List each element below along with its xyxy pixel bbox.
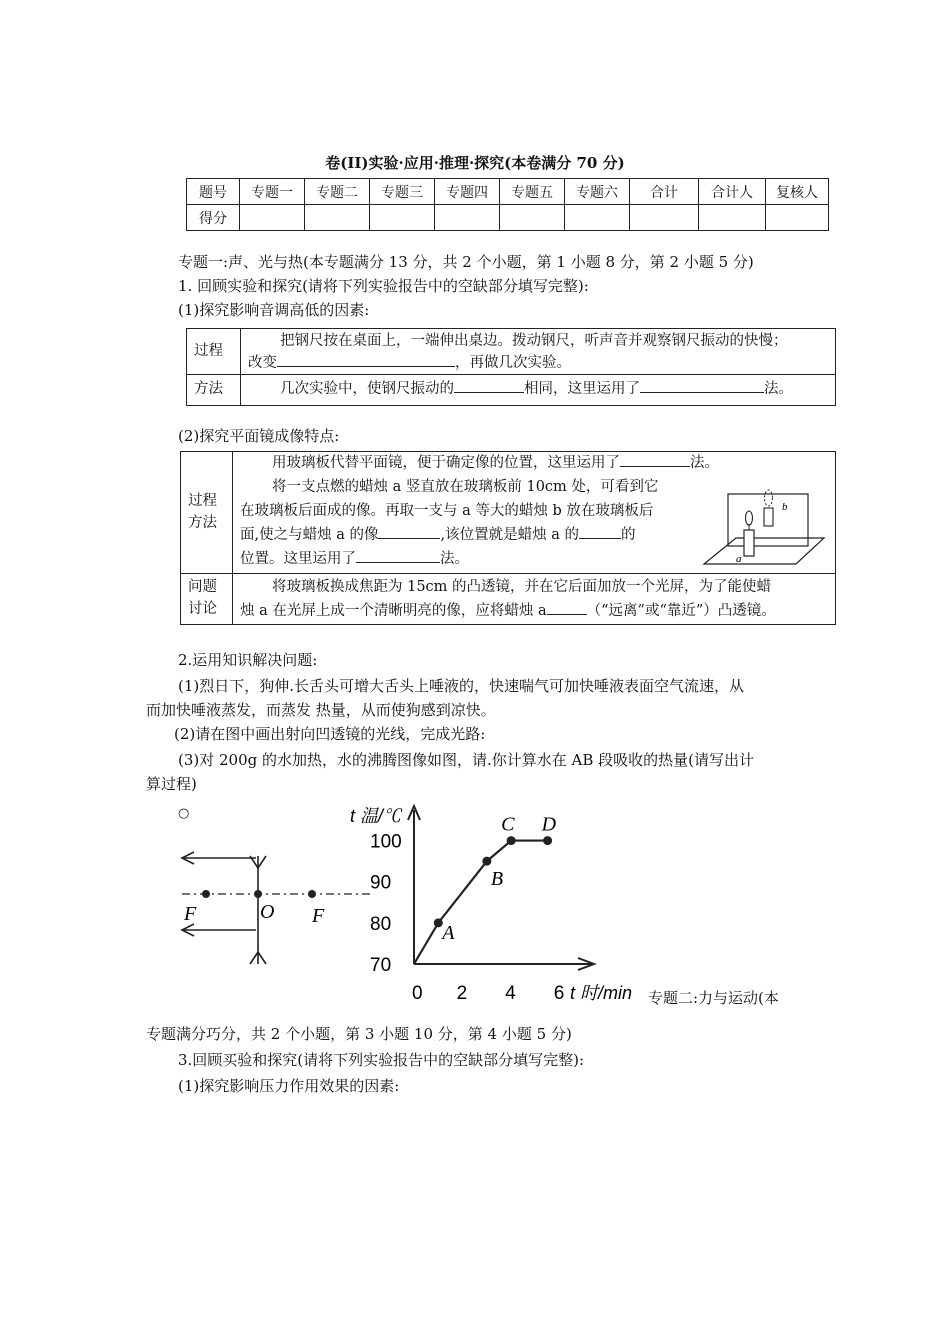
data-label-C: C: [501, 813, 515, 836]
q1-intro: 1. 回顾实验和探究(请将下列实验报告中的空缺部分填写完整):: [178, 277, 589, 295]
candle-b: [764, 508, 773, 526]
focus-left-label: F: [184, 903, 197, 925]
table2-line1: 用玻璃板代替平面镜，便于确定像的位置，这里运用了 法。: [272, 452, 719, 474]
score-header-cell: 专题二: [305, 179, 370, 205]
candle-a-label: a: [736, 553, 742, 565]
table2-row2-label-1: 问题: [188, 579, 217, 595]
flame-icon: [746, 511, 753, 525]
q3-intro: 3.回顾买验和探究(请将下列实验报告中的空缺部分填写完整):: [178, 1051, 585, 1069]
y-tick-label: 80: [370, 913, 392, 935]
score-header-cell: 题号: [187, 179, 240, 205]
blank-quantity[interactable]: [454, 378, 524, 393]
score-cell[interactable]: [766, 205, 829, 231]
data-label-B: B: [490, 868, 504, 891]
table1-row1-label: 过程: [194, 343, 223, 359]
q3-1-label: (1)探究影响压力作用效果的因素:: [178, 1077, 400, 1095]
table2-row1-label-1: 过程: [188, 493, 217, 509]
candle-b-label: b: [782, 501, 788, 513]
table2-row1-label-2: 方法: [188, 515, 217, 531]
blank-method[interactable]: [356, 548, 440, 563]
x-tick-label: 2: [456, 983, 468, 1004]
blank-variable[interactable]: [277, 352, 455, 367]
focus-right-dot: [308, 890, 316, 898]
score-header-cell: 专题五: [500, 179, 565, 205]
q2-3-line2: 算过程): [146, 775, 197, 793]
q2-1-line1: (1)烈日下，狗伸.长舌头可增大舌头上唾液的，快速喘气可加快唾液表面空气流速，从: [178, 677, 745, 695]
score-header-cell: 专题三: [370, 179, 435, 205]
image-flame-icon: [765, 490, 773, 506]
y-tick-label: 90: [370, 872, 392, 894]
score-cell[interactable]: [240, 205, 305, 231]
optical-center-label: O: [260, 901, 275, 923]
table2-row2-line1: 将玻璃板换成焦距为 15cm 的凸透镜，并在它后面加放一个光屏，为了能使蜡: [272, 579, 772, 595]
score-table-score-row: [187, 205, 829, 231]
focus-right-label: F: [312, 905, 325, 927]
score-header-cell: 合计人: [699, 179, 766, 205]
topic1-heading: 专题一:声、光与热(本专题满分 13 分，共 2 个小题，第 1 小题 8 分，第 2 小题 5 分): [178, 253, 754, 271]
data-point-D: [543, 836, 552, 845]
blank-coincide[interactable]: [378, 524, 440, 539]
optical-center-dot: [254, 890, 262, 898]
temperature-line: [414, 841, 548, 964]
q1-2-label: (2)探究平面镜成像特点:: [178, 427, 340, 445]
q1-1-label: (1)探究影响音调高低的因素:: [178, 301, 370, 319]
topic2-heading-start: 专题二:力与运动(本: [648, 989, 779, 1007]
x-tick-label: 4: [505, 983, 516, 1004]
score-cell[interactable]: [565, 205, 630, 231]
data-point-C: [507, 836, 516, 845]
q2-1-line2: 而加快唾液蒸发，而蒸发 热量，从而使狗感到凉快。: [146, 701, 496, 719]
score-cell[interactable]: [630, 205, 699, 231]
score-table: [186, 178, 829, 231]
table2-line5: 位置。这里运用了 法。: [240, 548, 469, 570]
q2-3-line1: (3)对 200g 的水加热，水的沸腾图像如图，请.你计算水在 AB 段吸收的热量(请写出计: [178, 751, 755, 769]
table1-row2-line: 几次实验中，使钢尺振动的 相同，这里运用了 法。: [280, 378, 793, 400]
candle-a: [744, 530, 754, 556]
y-axis-label: t 温/℃: [350, 806, 402, 826]
table2-row2-label-2: 讨论: [188, 601, 217, 617]
score-cell[interactable]: [370, 205, 435, 231]
table1-row1-line2: 改变 ，再做几次实验。: [248, 352, 571, 374]
score-header-cell: 专题四: [435, 179, 500, 205]
y-tick-label: 100: [370, 831, 402, 853]
small-circle: ○: [178, 806, 190, 821]
blank-image[interactable]: [579, 524, 621, 539]
data-point-B: [482, 857, 491, 866]
boiling-chart: [340, 800, 650, 1010]
q2-intro: 2.运用知识解决问题:: [178, 651, 318, 669]
score-row-label: 得分: [187, 205, 240, 231]
x-axis-label: t 时/min: [570, 983, 633, 1003]
mirror-candle-figure: [700, 480, 830, 570]
score-header-cell: 复核人: [766, 179, 829, 205]
score-cell[interactable]: [500, 205, 565, 231]
table2-row2-line2: 烛 a 在光屏上成一个清晰明亮的像，应将蜡烛 a （“远离”或“靠近”）凸透镜。: [240, 600, 776, 622]
table2-line3: 在玻璃板后面成的像。再取一支与 a 等大的蜡烛 b 放在玻璃板后: [240, 503, 654, 519]
x-tick-label: 6: [553, 983, 565, 1004]
table2-line2: 将一支点燃的蜡烛 a 竖直放在玻璃板前 10cm 处，可看到它: [272, 479, 659, 495]
score-cell[interactable]: [699, 205, 766, 231]
data-label-D: D: [541, 813, 557, 836]
blank-direction[interactable]: [547, 600, 587, 615]
blank-method[interactable]: [640, 378, 764, 393]
score-header-cell: 合计: [630, 179, 699, 205]
paper-title: 卷(II)实验·应用·推理·探究(本卷满分 70 分): [325, 154, 625, 172]
score-cell[interactable]: [435, 205, 500, 231]
table2-line4: 面,使之与蜡烛 a 的像 ,该位置就是蜡烛 a 的 的: [240, 524, 635, 546]
score-header-cell: 专题一: [240, 179, 305, 205]
score-table-header-row: [187, 179, 829, 205]
q2-2: (2)请在图中画出射向凹透镜的光线，完成光路:: [174, 725, 486, 743]
data-label-A: A: [442, 921, 455, 944]
focus-left-dot: [202, 890, 210, 898]
blank-method[interactable]: [620, 452, 690, 467]
table1-row2-label: 方法: [194, 381, 223, 397]
table1-row1-line1: 把钢尺按在桌面上，一端伸出桌边。拨动钢尺，听声音并观察钢尺振动的快慢；: [280, 333, 788, 349]
topic2-heading-end: 专题满分巧分，共 2 个小题，第 3 小题 10 分，第 4 小题 5 分): [146, 1025, 572, 1043]
score-cell[interactable]: [305, 205, 370, 231]
y-tick-label: 70: [370, 955, 392, 976]
score-header-cell: 专题六: [565, 179, 630, 205]
x-tick-label: 0: [412, 983, 423, 1004]
